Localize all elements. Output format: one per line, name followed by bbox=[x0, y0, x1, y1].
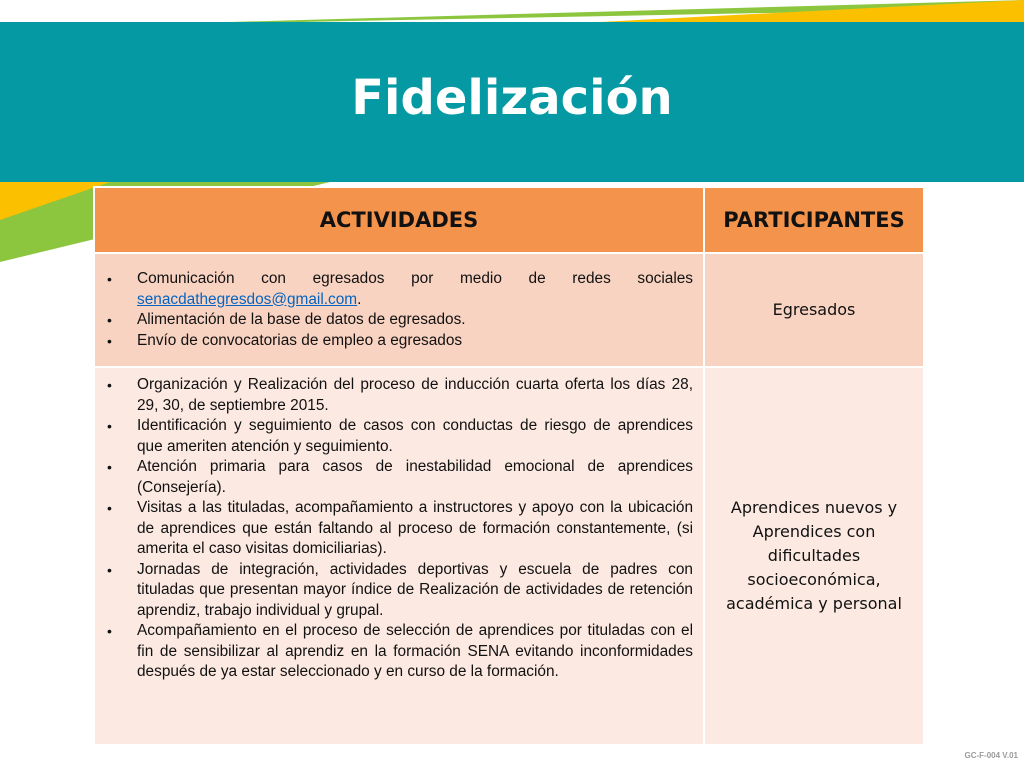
bullet-icon: • bbox=[107, 312, 112, 328]
activity-list bbox=[95, 254, 703, 351]
bullet-icon: • bbox=[107, 561, 112, 578]
bullet-icon: • bbox=[107, 271, 112, 287]
header-participants: PARTICIPANTES bbox=[704, 187, 924, 253]
bullet-icon: • bbox=[107, 377, 112, 393]
document-code: GC-F-004 V.01 bbox=[964, 751, 1018, 760]
bullet-icon: • bbox=[107, 418, 112, 434]
bullet-icon: • bbox=[107, 500, 112, 516]
email-link[interactable]: senacdathegresdos@gmail.com bbox=[137, 290, 358, 308]
participants-cell: Egresados bbox=[704, 253, 924, 367]
list-item: • Visitas a las tituladas, acompañamiento a instructores y apoyo con la ubicación de aprendices que están faltando al proceso de formación constantemente, (si amerita el caso visitas domiciliarias). bbox=[107, 499, 693, 557]
activities-cell bbox=[94, 253, 704, 367]
bullet-icon: • bbox=[107, 332, 112, 349]
list-item: • Jornadas de integración, actividades deportivas y escuela de padres con tituladas que presentan mayor índice de Realización de actividades de retención aprendiz, trabajo individual y grupal. bbox=[107, 560, 693, 619]
list-item: • Identificación y seguimiento de casos con conductas de riesgo de aprendices que ameriten atención y seguimiento. bbox=[107, 417, 693, 455]
slide-title: Fidelización bbox=[351, 70, 673, 126]
list-item: • Acompañamiento en el proceso de selección de aprendices por tituladas con el fin de sensibilizar al aprendiz en la formación SENA evitando inconformidades después de ya estar seleccionado y en curso de la formación. bbox=[107, 622, 693, 680]
table-row bbox=[94, 253, 924, 367]
list-item: • Alimentación de la base de datos de egresados. bbox=[137, 310, 693, 331]
activity-list bbox=[95, 368, 703, 683]
participants-cell: Aprendices nuevos y Aprendices con dificultades socioeconómica, académica y personal bbox=[704, 367, 924, 745]
bullet-icon: • bbox=[107, 459, 112, 475]
header-activities: ACTIVIDADES bbox=[94, 187, 704, 253]
list-item: • Atención primaria para casos de inestabilidad emocional de aprendices (Consejería). bbox=[107, 458, 693, 496]
table-header-row bbox=[94, 187, 924, 253]
list-item: • Organización y Realización del proceso de inducción cuarta oferta los días 28, 29, 30, de septiembre 2015. bbox=[107, 376, 693, 414]
list-item: • Comunicación con egresados por medio de redes sociales senacdathegresdos@gmail.com. bbox=[107, 270, 693, 308]
table-row bbox=[94, 367, 924, 745]
activities-table bbox=[93, 186, 925, 746]
list-item: • Envío de convocatorias de empleo a egresados bbox=[137, 331, 693, 352]
bullet-icon: • bbox=[107, 623, 112, 639]
activities-cell bbox=[94, 367, 704, 745]
